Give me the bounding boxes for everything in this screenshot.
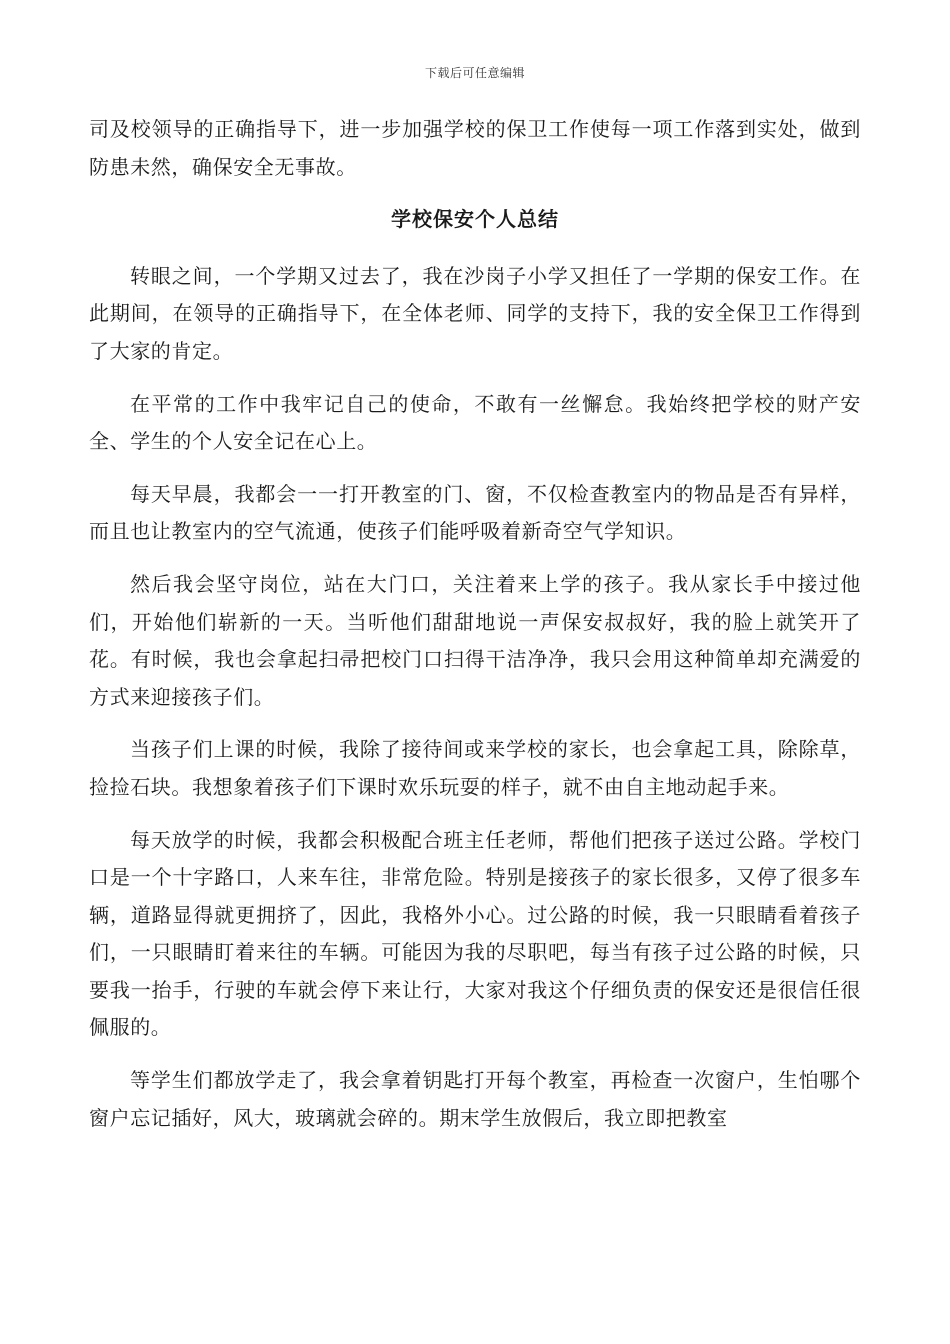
paragraph: 然后我会坚守岗位，站在大门口，关注着来上学的孩子。我从家长手中接过他们，开始他们崭新的一天。当听他们甜甜地说一声保安叔叔好，我的脸上就笑开了花。有时候，我也会拿起扫帚把校门口扫得干洁净净，我只会用这种简单却充满爱的方式来迎接孩子们。 <box>89 571 861 709</box>
document-body <box>89 111 861 1152</box>
document-title: 学校保安个人总结 <box>391 207 559 232</box>
paragraph: 转眼之间，一个学期又过去了，我在沙岗子小学又担任了一学期的保安工作。在此期间，在领导的正确指导下，在全体老师、同学的支持下，我的安全保卫工作得到了大家的肯定。 <box>89 263 861 363</box>
continued-paragraph: 司及校领导的正确指导下，进一步加强学校的保卫工作使每一项工作落到实处，做到防患未然，确保安全无事故。 <box>89 117 861 179</box>
paragraph: 每天放学的时候，我都会积极配合班主任老师，帮他们把孩子送过公路。学校门口是一个十字路口，人来车往，非常危险。特别是接孩子的家长很多，又停了很多车辆，道路显得就更拥挤了，因此，我格外小心。过公路的时候，我一只眼睛看着孩子们，一只眼睛盯着来往的车辆。可能因为我的尽职吧，每当有孩子过公路的时候，只要我一抬手，行驶的车就会停下来让行，大家对我这个仔细负责的保安还是很信任很佩服的。 <box>89 827 861 1040</box>
paragraph: 等学生们都放学走了，我会拿着钥匙打开每个教室，再检查一次窗户，生怕哪个窗户忘记插好，风大，玻璃就会碎的。期末学生放假后，我立即把教室 <box>89 1068 861 1130</box>
paragraph: 当孩子们上课的时候，我除了接待间或来学校的家长，也会拿起工具，除除草，捡捡石块。我想象着孩子们下课时欢乐玩耍的样子，就不由自主地动起手来。 <box>89 737 861 799</box>
paragraph: 在平常的工作中我牢记自己的使命，不敢有一丝懈怠。我始终把学校的财产安全、学生的个人安全记在心上。 <box>89 391 861 454</box>
page-header: 下载后可任意编辑 <box>424 66 525 80</box>
paragraph: 每天早晨，我都会一一打开教室的门、窗，不仅检查教室内的物品是否有异样，而且也让教室内的空气流通，使孩子们能呼吸着新奇空气学知识。 <box>89 481 861 544</box>
